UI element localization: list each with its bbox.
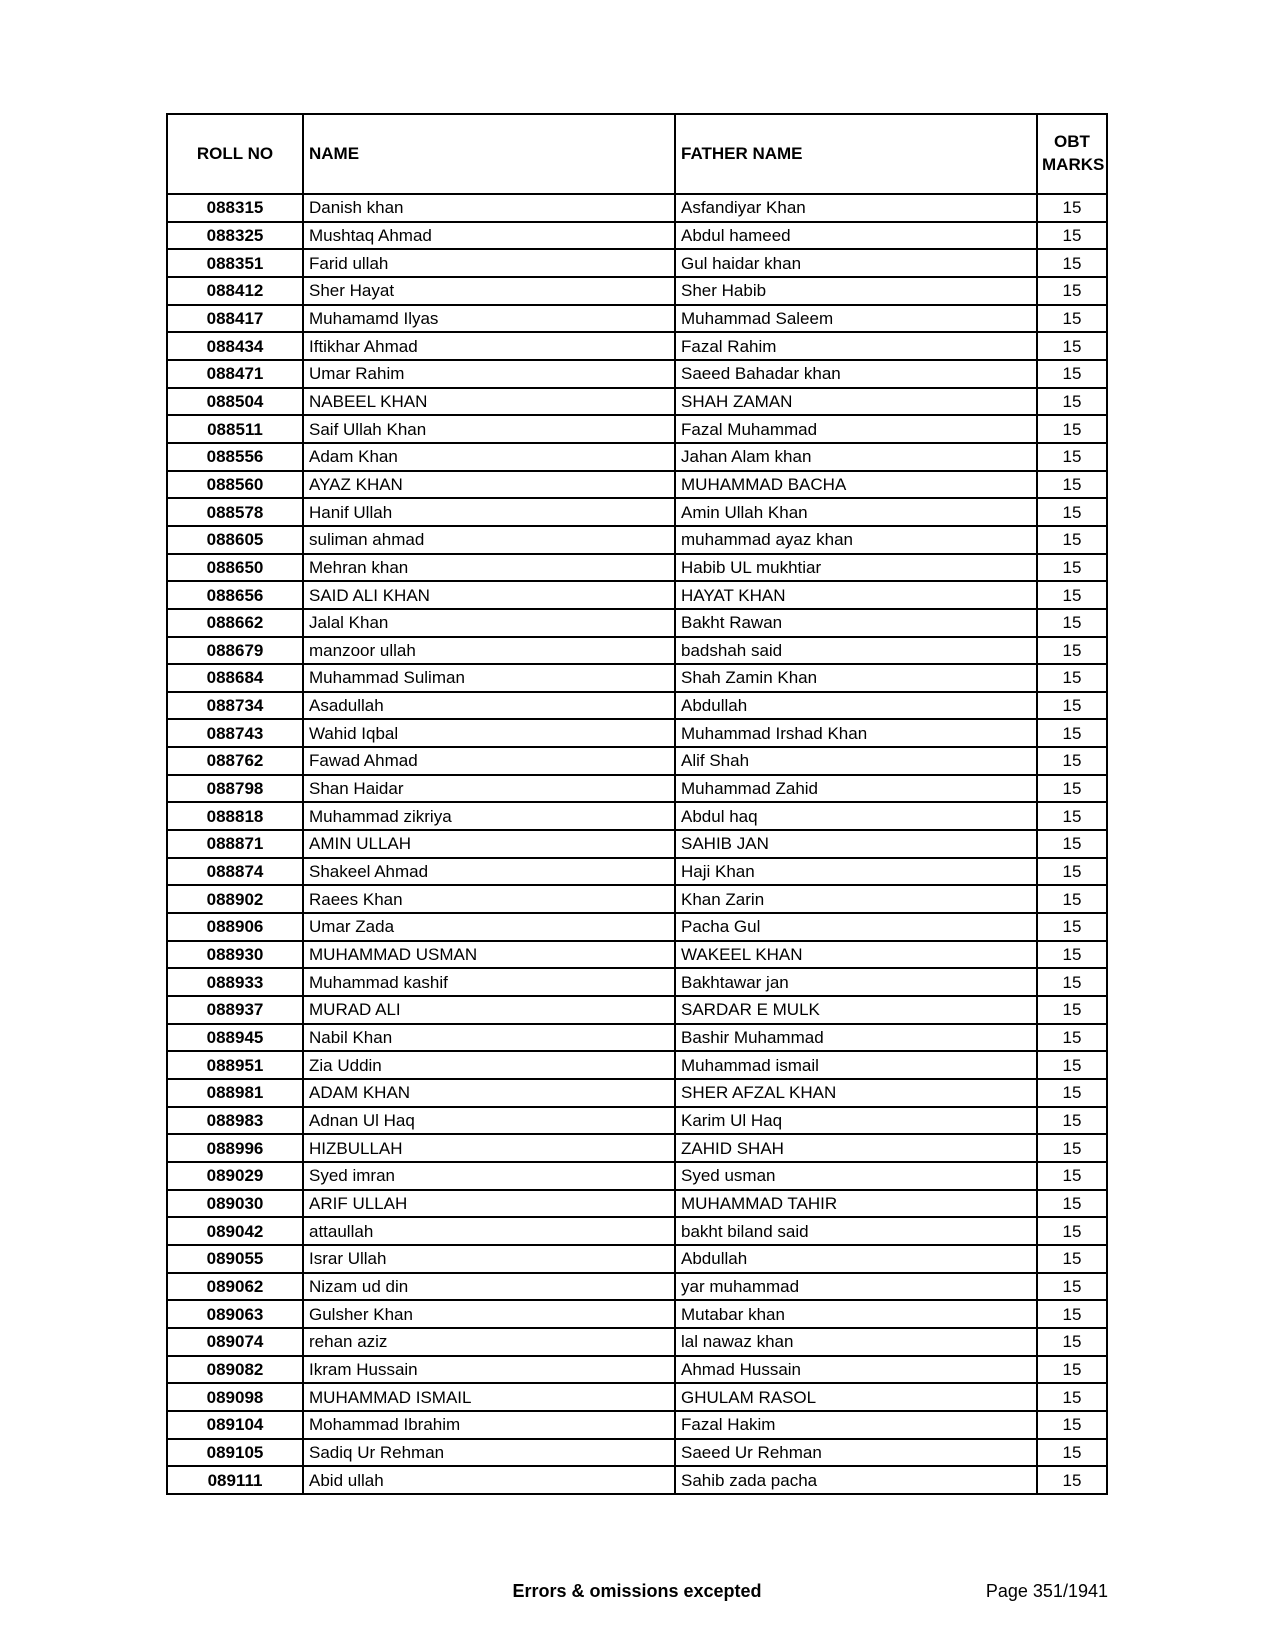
obt-marks-cell: 15 (1037, 1439, 1107, 1467)
roll-no-cell: 088650 (167, 554, 303, 582)
roll-no-cell: 088511 (167, 415, 303, 443)
table-row (167, 609, 1107, 637)
roll-no-cell: 088605 (167, 526, 303, 554)
table-row (167, 885, 1107, 913)
roll-no-cell: 089062 (167, 1273, 303, 1301)
table-row (167, 1411, 1107, 1439)
obt-marks-cell: 15 (1037, 554, 1107, 582)
obt-marks-cell: 15 (1037, 1079, 1107, 1107)
column-header-roll-no: ROLL NO (167, 114, 303, 194)
name-cell: Muhammad Suliman (303, 664, 675, 692)
father-name-cell: Saeed Bahadar khan (675, 360, 1037, 388)
name-cell: Muhamamd Ilyas (303, 305, 675, 333)
father-name-cell: GHULAM RASOL (675, 1383, 1037, 1411)
name-cell: Fawad Ahmad (303, 747, 675, 775)
name-cell: AYAZ KHAN (303, 471, 675, 499)
name-cell: SAID ALI KHAN (303, 581, 675, 609)
name-cell: Sher Hayat (303, 277, 675, 305)
table-row (167, 968, 1107, 996)
father-name-cell: Abdul haq (675, 802, 1037, 830)
father-name-cell: Fazal Hakim (675, 1411, 1037, 1439)
table-row (167, 222, 1107, 250)
roll-no-cell: 088417 (167, 305, 303, 333)
roll-no-cell: 088656 (167, 581, 303, 609)
roll-no-cell: 088951 (167, 1051, 303, 1079)
father-name-cell: Sher Habib (675, 277, 1037, 305)
roll-no-cell: 088434 (167, 332, 303, 360)
name-cell: Israr Ullah (303, 1245, 675, 1273)
name-cell: Gulsher Khan (303, 1300, 675, 1328)
obt-marks-cell: 15 (1037, 802, 1107, 830)
table-row (167, 802, 1107, 830)
father-name-cell: Asfandiyar Khan (675, 194, 1037, 222)
table-row (167, 443, 1107, 471)
table-row (167, 1051, 1107, 1079)
father-name-cell: muhammad ayaz khan (675, 526, 1037, 554)
father-name-cell: Fazal Rahim (675, 332, 1037, 360)
obt-marks-cell: 15 (1037, 775, 1107, 803)
roll-no-cell: 089082 (167, 1356, 303, 1384)
name-cell: MUHAMMAD ISMAIL (303, 1383, 675, 1411)
table-row (167, 747, 1107, 775)
roll-no-cell: 088996 (167, 1134, 303, 1162)
obt-marks-cell: 15 (1037, 996, 1107, 1024)
roll-no-cell: 089111 (167, 1466, 303, 1494)
father-name-cell: Muhammad Zahid (675, 775, 1037, 803)
obt-marks-cell: 15 (1037, 1245, 1107, 1273)
roll-no-cell: 088743 (167, 719, 303, 747)
obt-marks-cell: 15 (1037, 1273, 1107, 1301)
name-cell: AMIN ULLAH (303, 830, 675, 858)
name-cell: suliman ahmad (303, 526, 675, 554)
father-name-cell: Bakht Rawan (675, 609, 1037, 637)
obt-marks-cell: 15 (1037, 581, 1107, 609)
name-cell: Umar Zada (303, 913, 675, 941)
obt-marks-cell: 15 (1037, 360, 1107, 388)
father-name-cell: Mutabar khan (675, 1300, 1037, 1328)
obt-marks-cell: 15 (1037, 249, 1107, 277)
roll-no-cell: 088578 (167, 498, 303, 526)
name-cell: ARIF ULLAH (303, 1190, 675, 1218)
roll-no-cell: 089055 (167, 1245, 303, 1273)
roll-no-cell: 088798 (167, 775, 303, 803)
roll-no-cell: 088734 (167, 692, 303, 720)
roll-no-cell: 088871 (167, 830, 303, 858)
roll-no-cell: 089098 (167, 1383, 303, 1411)
father-name-cell: lal nawaz khan (675, 1328, 1037, 1356)
father-name-cell: Saeed Ur Rehman (675, 1439, 1037, 1467)
father-name-cell: badshah said (675, 637, 1037, 665)
roll-no-cell: 088818 (167, 802, 303, 830)
father-name-cell: Habib UL mukhtiar (675, 554, 1037, 582)
name-cell: Mohammad Ibrahim (303, 1411, 675, 1439)
name-cell: manzoor ullah (303, 637, 675, 665)
father-name-cell: Khan Zarin (675, 885, 1037, 913)
roll-no-cell: 088684 (167, 664, 303, 692)
table-row (167, 249, 1107, 277)
table-row (167, 388, 1107, 416)
obt-marks-cell: 15 (1037, 1466, 1107, 1494)
obt-marks-cell: 15 (1037, 858, 1107, 886)
name-cell: Muhammad zikriya (303, 802, 675, 830)
table-row (167, 719, 1107, 747)
father-name-cell: SAHIB JAN (675, 830, 1037, 858)
father-name-cell: WAKEEL KHAN (675, 941, 1037, 969)
obt-marks-cell: 15 (1037, 194, 1107, 222)
roll-no-cell: 088937 (167, 996, 303, 1024)
obt-marks-cell: 15 (1037, 443, 1107, 471)
page-number: Page 351/1941 (985, 1581, 1108, 1601)
name-cell: Shakeel Ahmad (303, 858, 675, 886)
father-name-cell: Muhammad Saleem (675, 305, 1037, 333)
obt-marks-cell: 15 (1037, 471, 1107, 499)
table-row (167, 1024, 1107, 1052)
father-name-cell: Muhammad Irshad Khan (675, 719, 1037, 747)
name-cell: Wahid Iqbal (303, 719, 675, 747)
roll-no-cell: 088325 (167, 222, 303, 250)
table-row (167, 1134, 1107, 1162)
column-header-name: NAME (303, 114, 675, 194)
name-cell: Danish khan (303, 194, 675, 222)
roll-no-cell: 088902 (167, 885, 303, 913)
obt-marks-cell: 15 (1037, 1356, 1107, 1384)
obt-marks-cell: 15 (1037, 747, 1107, 775)
table-row (167, 471, 1107, 499)
roll-no-cell: 088504 (167, 388, 303, 416)
roll-no-cell: 088556 (167, 443, 303, 471)
table-row (167, 415, 1107, 443)
table-row (167, 305, 1107, 333)
name-cell: ADAM KHAN (303, 1079, 675, 1107)
obt-marks-cell: 15 (1037, 941, 1107, 969)
father-name-cell: Syed usman (675, 1162, 1037, 1190)
father-name-cell: Gul haidar khan (675, 249, 1037, 277)
table-row (167, 194, 1107, 222)
father-name-cell: Alif Shah (675, 747, 1037, 775)
father-name-cell: Shah Zamin Khan (675, 664, 1037, 692)
obt-marks-cell: 15 (1037, 885, 1107, 913)
name-cell: Iftikhar Ahmad (303, 332, 675, 360)
roll-no-cell: 089105 (167, 1439, 303, 1467)
father-name-cell: SARDAR E MULK (675, 996, 1037, 1024)
father-name-cell: Abdullah (675, 692, 1037, 720)
table-row (167, 775, 1107, 803)
obt-marks-cell: 15 (1037, 1107, 1107, 1135)
name-cell: Shan Haidar (303, 775, 675, 803)
obt-marks-cell: 15 (1037, 498, 1107, 526)
table-row (167, 360, 1107, 388)
name-cell: Zia Uddin (303, 1051, 675, 1079)
obt-marks-cell: 15 (1037, 1162, 1107, 1190)
obt-marks-cell: 15 (1037, 637, 1107, 665)
name-cell: Umar Rahim (303, 360, 675, 388)
table-row (167, 581, 1107, 609)
name-cell: attaullah (303, 1217, 675, 1245)
name-cell: Mehran khan (303, 554, 675, 582)
table-row (167, 1162, 1107, 1190)
roll-no-cell: 088315 (167, 194, 303, 222)
name-cell: Jalal Khan (303, 609, 675, 637)
obt-marks-cell: 15 (1037, 913, 1107, 941)
father-name-cell: MUHAMMAD TAHIR (675, 1190, 1037, 1218)
obt-marks-cell: 15 (1037, 1024, 1107, 1052)
roll-no-cell: 088981 (167, 1079, 303, 1107)
table-header (167, 114, 1107, 194)
errors-note: Errors & omissions excepted (512, 1581, 762, 1601)
roll-no-cell: 088662 (167, 609, 303, 637)
name-cell: Mushtaq Ahmad (303, 222, 675, 250)
name-cell: Farid ullah (303, 249, 675, 277)
roll-no-cell: 088983 (167, 1107, 303, 1135)
obt-marks-cell: 15 (1037, 526, 1107, 554)
table-row (167, 332, 1107, 360)
obt-marks-cell: 15 (1037, 1411, 1107, 1439)
name-cell: NABEEL KHAN (303, 388, 675, 416)
roll-no-cell: 088930 (167, 941, 303, 969)
father-name-cell: Sahib zada pacha (675, 1466, 1037, 1494)
roll-no-cell: 089074 (167, 1328, 303, 1356)
roll-no-cell: 088906 (167, 913, 303, 941)
roll-no-cell: 088933 (167, 968, 303, 996)
table-row (167, 554, 1107, 582)
obt-marks-cell: 15 (1037, 1300, 1107, 1328)
name-cell: Saif Ullah Khan (303, 415, 675, 443)
obt-marks-cell: 15 (1037, 692, 1107, 720)
table-row (167, 692, 1107, 720)
table-row (167, 830, 1107, 858)
father-name-cell: Ahmad Hussain (675, 1356, 1037, 1384)
table-row (167, 1273, 1107, 1301)
table-row (167, 1439, 1107, 1467)
table-row (167, 1356, 1107, 1384)
table-row (167, 1300, 1107, 1328)
table-row (167, 526, 1107, 554)
table-row (167, 1217, 1107, 1245)
obt-marks-cell: 15 (1037, 388, 1107, 416)
roll-no-cell: 089029 (167, 1162, 303, 1190)
table-row (167, 1383, 1107, 1411)
father-name-cell: Karim Ul Haq (675, 1107, 1037, 1135)
table-row (167, 637, 1107, 665)
father-name-cell: Muhammad ismail (675, 1051, 1037, 1079)
name-cell: Adam Khan (303, 443, 675, 471)
roll-no-cell: 088679 (167, 637, 303, 665)
name-cell: Muhammad kashif (303, 968, 675, 996)
table-row (167, 858, 1107, 886)
roll-no-cell: 089030 (167, 1190, 303, 1218)
father-name-cell: Haji Khan (675, 858, 1037, 886)
roll-no-cell: 088471 (167, 360, 303, 388)
name-cell: Raees Khan (303, 885, 675, 913)
table-row (167, 1190, 1107, 1218)
table-row (167, 498, 1107, 526)
obt-marks-cell: 15 (1037, 1134, 1107, 1162)
father-name-cell: Abdul hameed (675, 222, 1037, 250)
name-cell: MURAD ALI (303, 996, 675, 1024)
obt-marks-cell: 15 (1037, 277, 1107, 305)
obt-marks-cell: 15 (1037, 1383, 1107, 1411)
roll-no-cell: 089042 (167, 1217, 303, 1245)
obt-marks-cell: 15 (1037, 222, 1107, 250)
roll-no-cell: 088945 (167, 1024, 303, 1052)
name-cell: Nizam ud din (303, 1273, 675, 1301)
father-name-cell: yar muhammad (675, 1273, 1037, 1301)
roll-no-cell: 089063 (167, 1300, 303, 1328)
obt-marks-cell: 15 (1037, 1217, 1107, 1245)
name-cell: Abid ullah (303, 1466, 675, 1494)
obt-marks-cell: 15 (1037, 609, 1107, 637)
name-cell: HIZBULLAH (303, 1134, 675, 1162)
name-cell: Sadiq Ur Rehman (303, 1439, 675, 1467)
father-name-cell: Abdullah (675, 1245, 1037, 1273)
table-row (167, 1107, 1107, 1135)
name-cell: Asadullah (303, 692, 675, 720)
father-name-cell: HAYAT KHAN (675, 581, 1037, 609)
obt-marks-cell: 15 (1037, 332, 1107, 360)
table-row (167, 277, 1107, 305)
obt-marks-cell: 15 (1037, 719, 1107, 747)
name-cell: Nabil Khan (303, 1024, 675, 1052)
roll-no-cell: 088351 (167, 249, 303, 277)
name-cell: MUHAMMAD USMAN (303, 941, 675, 969)
roll-no-cell: 088560 (167, 471, 303, 499)
roll-no-cell: 088874 (167, 858, 303, 886)
obt-marks-cell: 15 (1037, 1328, 1107, 1356)
obt-marks-cell: 15 (1037, 664, 1107, 692)
father-name-cell: Bashir Muhammad (675, 1024, 1037, 1052)
table-row (167, 1245, 1107, 1273)
roll-no-cell: 088412 (167, 277, 303, 305)
column-header-father-name: FATHER NAME (675, 114, 1037, 194)
obt-marks-cell: 15 (1037, 305, 1107, 333)
father-name-cell: ZAHID SHAH (675, 1134, 1037, 1162)
father-name-cell: bakht biland said (675, 1217, 1037, 1245)
table-row (167, 664, 1107, 692)
roll-no-cell: 089104 (167, 1411, 303, 1439)
table-row (167, 941, 1107, 969)
obt-marks-cell: 15 (1037, 1051, 1107, 1079)
results-table (166, 113, 1108, 1495)
father-name-cell: Bakhtawar jan (675, 968, 1037, 996)
father-name-cell: Pacha Gul (675, 913, 1037, 941)
name-cell: Syed imran (303, 1162, 675, 1190)
father-name-cell: Jahan Alam khan (675, 443, 1037, 471)
name-cell: Ikram Hussain (303, 1356, 675, 1384)
table-row (167, 1079, 1107, 1107)
name-cell: Adnan Ul Haq (303, 1107, 675, 1135)
name-cell: Hanif Ullah (303, 498, 675, 526)
table-row (167, 913, 1107, 941)
table-body (167, 194, 1107, 1494)
column-header-obt-marks: OBT MARKS (1037, 114, 1107, 194)
table-row (167, 996, 1107, 1024)
header-row (167, 114, 1107, 194)
obt-marks-cell: 15 (1037, 415, 1107, 443)
father-name-cell: MUHAMMAD BACHA (675, 471, 1037, 499)
father-name-cell: SHER AFZAL KHAN (675, 1079, 1037, 1107)
father-name-cell: Fazal Muhammad (675, 415, 1037, 443)
obt-marks-cell: 15 (1037, 830, 1107, 858)
table-row (167, 1466, 1107, 1494)
name-cell: rehan aziz (303, 1328, 675, 1356)
father-name-cell: Amin Ullah Khan (675, 498, 1037, 526)
obt-marks-cell: 15 (1037, 968, 1107, 996)
table-row (167, 1328, 1107, 1356)
roll-no-cell: 088762 (167, 747, 303, 775)
father-name-cell: SHAH ZAMAN (675, 388, 1037, 416)
obt-marks-cell: 15 (1037, 1190, 1107, 1218)
